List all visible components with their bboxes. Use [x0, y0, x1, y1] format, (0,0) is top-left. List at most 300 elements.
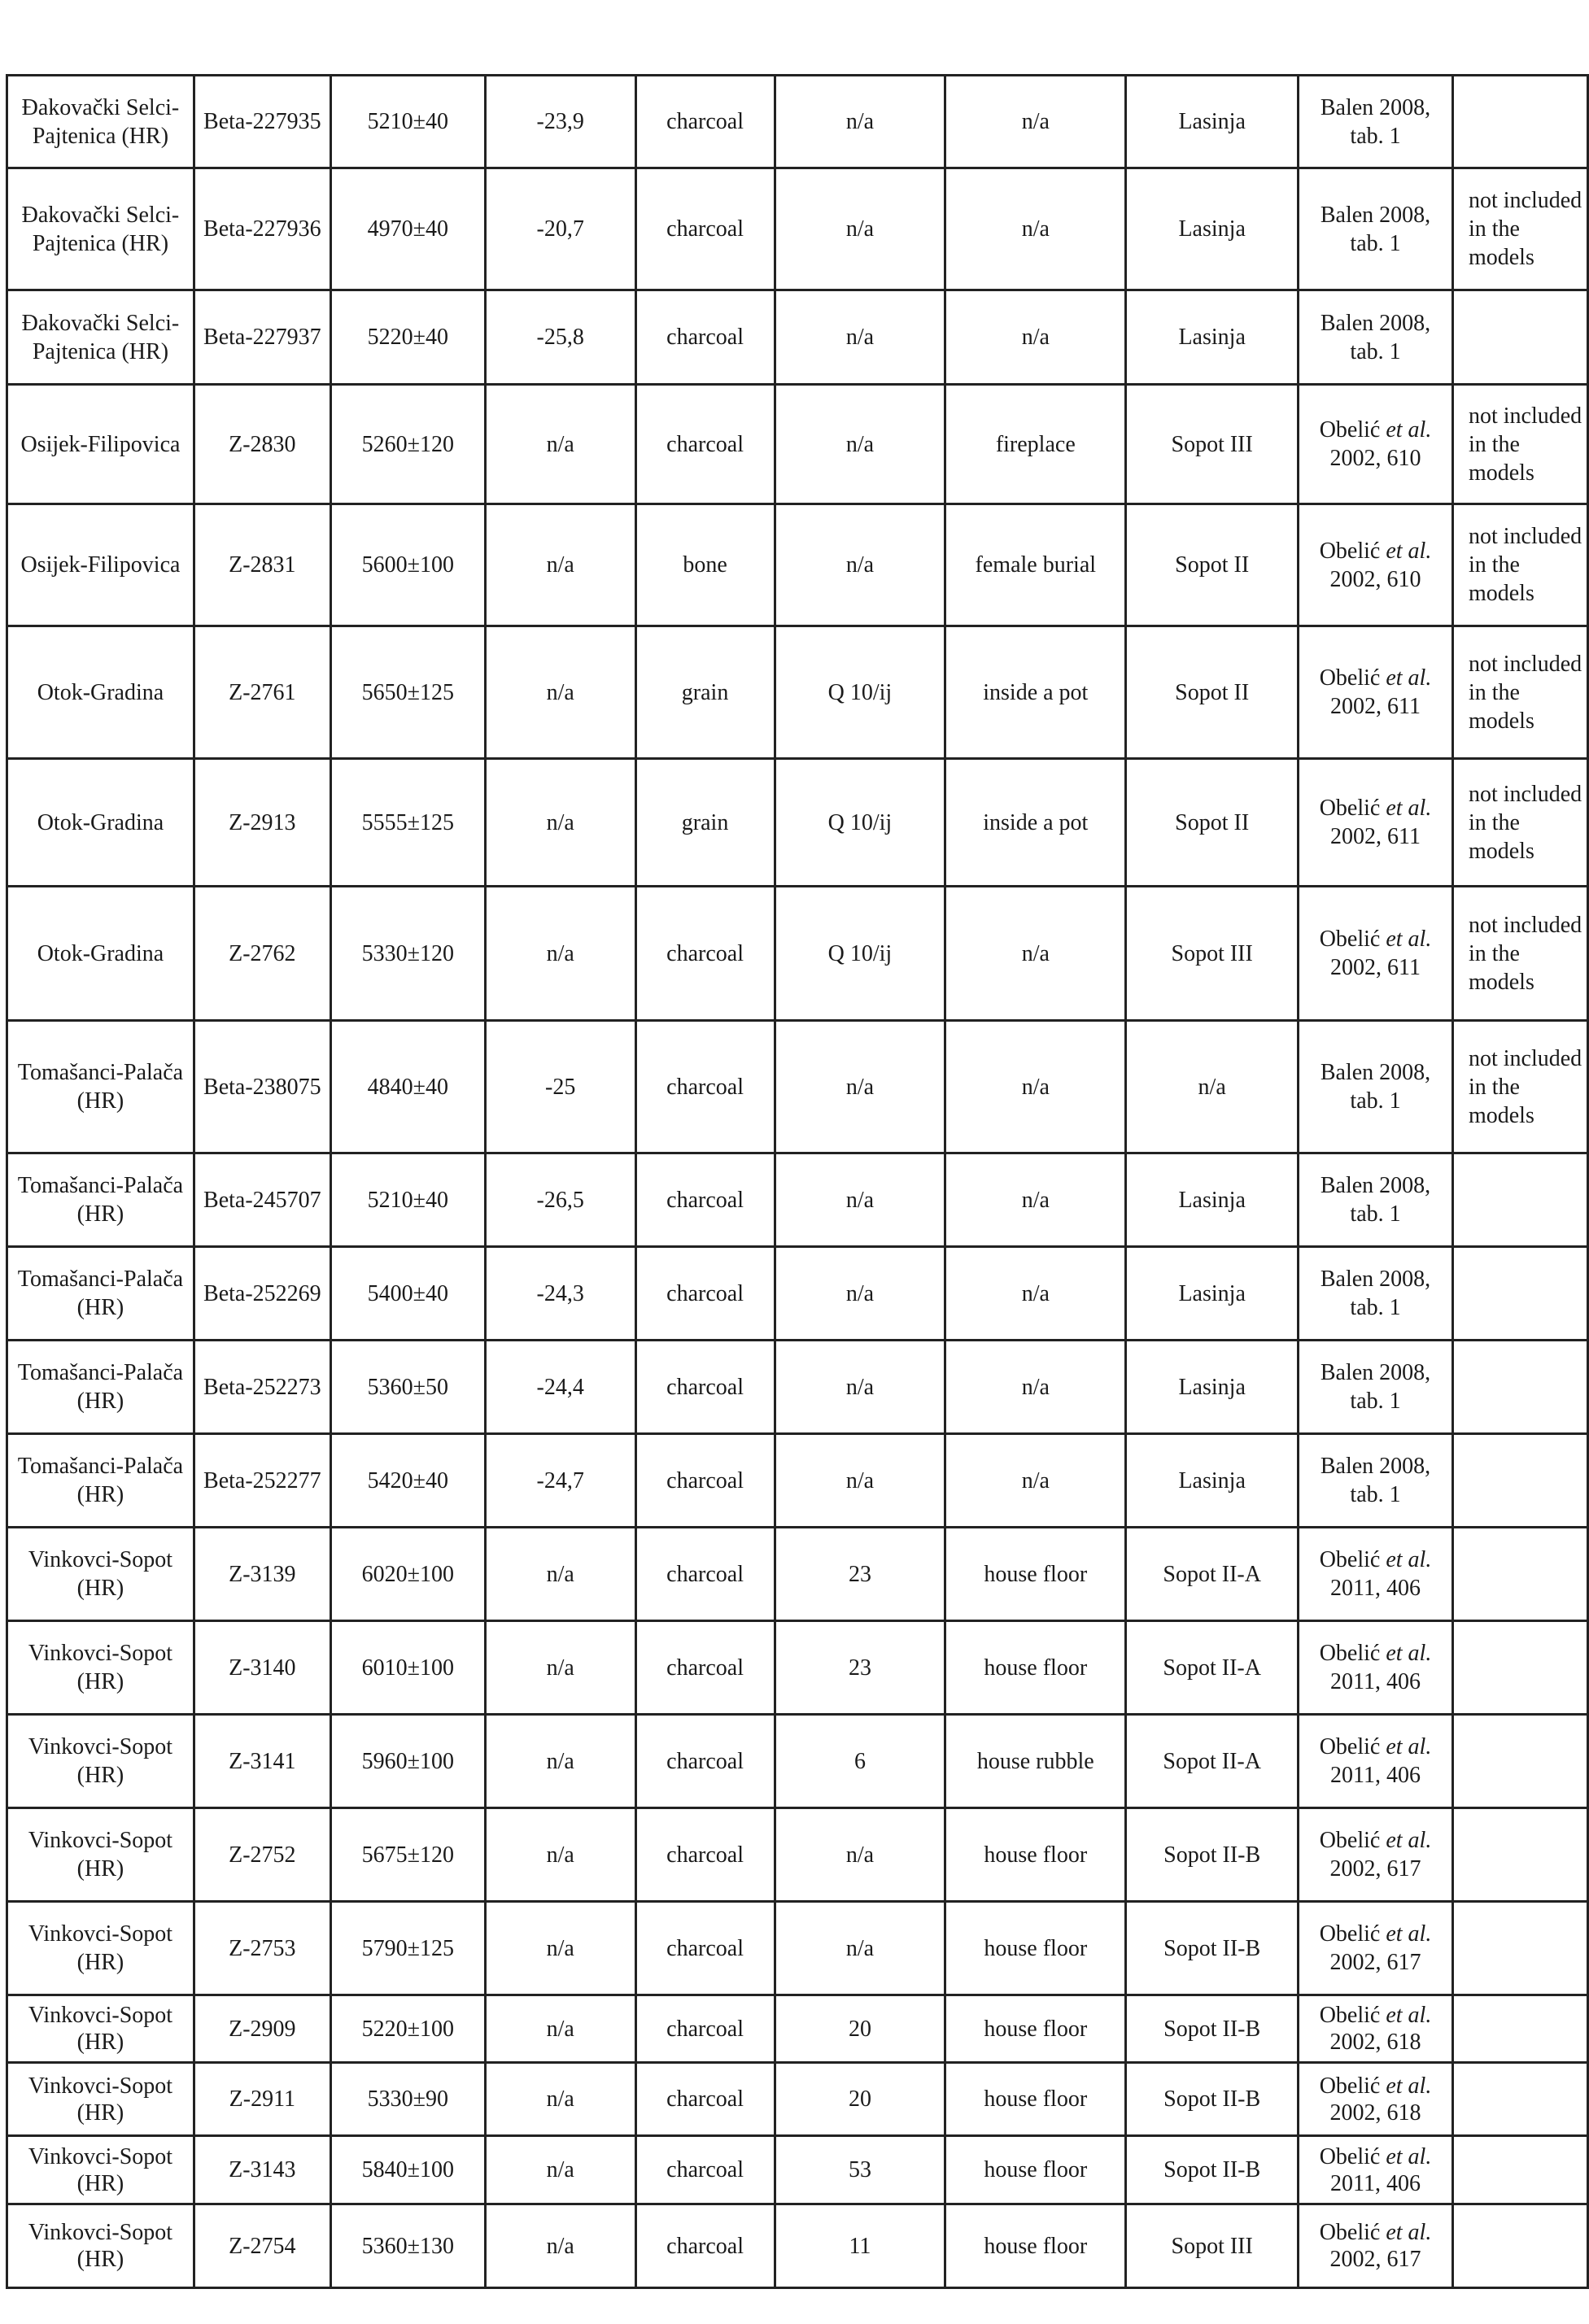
cell-reference: [1299, 1434, 1453, 1528]
reference-author: Obelić: [1319, 1921, 1386, 1947]
reference-author: Obelić: [1319, 2073, 1386, 2099]
cell-note: [1452, 1341, 1587, 1434]
cell-context: 53: [775, 2136, 945, 2204]
cell-lab-code: Z-2762: [194, 887, 330, 1021]
cell-culture: Sopot II: [1126, 759, 1299, 887]
cell-culture: Sopot II-B: [1126, 2063, 1299, 2136]
reference-author: Balen 2008,: [1320, 1173, 1431, 1198]
table-row: [7, 1434, 1588, 1528]
cell-context: 20: [775, 1995, 945, 2063]
cell-culture: Lasinja: [1126, 290, 1299, 385]
table-row: [7, 1995, 1588, 2063]
cell-note: [1452, 1995, 1587, 2063]
reference-etal: et al.: [1386, 538, 1432, 564]
cell-feature: n/a: [945, 1341, 1126, 1434]
cell-context: 23: [775, 1621, 945, 1715]
cell-material: charcoal: [635, 1808, 775, 1902]
cell-reference: [1299, 1021, 1453, 1153]
cell-bp-date: 5420±40: [330, 1434, 485, 1528]
reference-page: tab. 1: [1350, 1088, 1401, 1114]
cell-feature: house floor: [945, 2063, 1126, 2136]
cell-site: Vinkovci-Sopot (HR): [7, 2136, 194, 2204]
cell-bp-date: 5555±125: [330, 759, 485, 887]
reference-page: tab. 1: [1350, 1201, 1401, 1227]
table-row: [7, 1153, 1588, 1247]
cell-lab-code: Z-3140: [194, 1621, 330, 1715]
cell-material: grain: [635, 626, 775, 759]
reference-page: 2002, 617: [1329, 2247, 1421, 2272]
cell-delta-13c: n/a: [485, 1621, 635, 1715]
cell-note: not included in the models: [1452, 385, 1587, 504]
cell-reference: [1299, 1341, 1453, 1434]
cell-material: charcoal: [635, 1715, 775, 1808]
cell-lab-code: Beta-227935: [194, 76, 330, 168]
cell-context: n/a: [775, 1153, 945, 1247]
cell-note: not included in the models: [1452, 887, 1587, 1021]
cell-lab-code: Z-2753: [194, 1902, 330, 1995]
cell-material: charcoal: [635, 1247, 775, 1341]
cell-context: n/a: [775, 1808, 945, 1902]
cell-note: [1452, 1902, 1587, 1995]
reference-page: 2002, 610: [1329, 566, 1421, 592]
table-body: [7, 76, 1588, 2288]
cell-material: charcoal: [635, 1621, 775, 1715]
table-row: [7, 1021, 1588, 1153]
cell-feature: fireplace: [945, 385, 1126, 504]
cell-material: charcoal: [635, 887, 775, 1021]
cell-feature: n/a: [945, 290, 1126, 385]
cell-site: Otok-Gradina: [7, 759, 194, 887]
cell-bp-date: 5600±100: [330, 504, 485, 626]
cell-lab-code: Z-2830: [194, 385, 330, 504]
reference-etal: et al.: [1386, 1734, 1432, 1759]
cell-site: Otok-Gradina: [7, 626, 194, 759]
cell-culture: Sopot II-B: [1126, 1995, 1299, 2063]
cell-lab-code: Z-3143: [194, 2136, 330, 2204]
reference-page: tab. 1: [1350, 338, 1401, 364]
cell-material: charcoal: [635, 1902, 775, 1995]
cell-site: Vinkovci-Sopot (HR): [7, 2204, 194, 2288]
reference-author: Obelić: [1319, 1734, 1386, 1759]
cell-bp-date: 5790±125: [330, 1902, 485, 1995]
cell-delta-13c: n/a: [485, 1995, 635, 2063]
reference-page: 2011, 406: [1330, 1669, 1421, 1694]
cell-bp-date: 5260±120: [330, 385, 485, 504]
cell-feature: n/a: [945, 1021, 1126, 1153]
cell-material: charcoal: [635, 2136, 775, 2204]
cell-material: charcoal: [635, 76, 775, 168]
cell-reference: [1299, 385, 1453, 504]
cell-delta-13c: -20,7: [485, 168, 635, 290]
reference-author: Obelić: [1319, 2003, 1386, 2028]
cell-feature: n/a: [945, 1153, 1126, 1247]
table-row: [7, 385, 1588, 504]
table-row: [7, 290, 1588, 385]
cell-reference: [1299, 887, 1453, 1021]
cell-site: Vinkovci-Sopot (HR): [7, 1902, 194, 1995]
cell-delta-13c: n/a: [485, 2204, 635, 2288]
reference-author: Obelić: [1319, 1828, 1386, 1853]
cell-delta-13c: n/a: [485, 1528, 635, 1621]
cell-site: Osijek-Filipovica: [7, 504, 194, 626]
cell-site: Đakovački Selci-Pajtenica (HR): [7, 76, 194, 168]
cell-reference: [1299, 1715, 1453, 1808]
cell-note: not included in the models: [1452, 1021, 1587, 1153]
reference-etal: et al.: [1386, 2003, 1432, 2028]
cell-delta-13c: -25,8: [485, 290, 635, 385]
cell-note: not included in the models: [1452, 759, 1587, 887]
reference-author: Obelić: [1319, 1641, 1386, 1666]
cell-delta-13c: n/a: [485, 759, 635, 887]
cell-bp-date: 5210±40: [330, 1153, 485, 1247]
cell-lab-code: Z-2911: [194, 2063, 330, 2136]
cell-context: Q 10/ij: [775, 887, 945, 1021]
cell-note: [1452, 2063, 1587, 2136]
reference-page: 2011, 406: [1330, 2170, 1421, 2196]
cell-culture: Sopot III: [1126, 887, 1299, 1021]
cell-delta-13c: -24,4: [485, 1341, 635, 1434]
cell-culture: Sopot II-A: [1126, 1715, 1299, 1808]
cell-bp-date: 4970±40: [330, 168, 485, 290]
cell-material: charcoal: [635, 1995, 775, 2063]
cell-site: Vinkovci-Sopot (HR): [7, 1528, 194, 1621]
cell-material: charcoal: [635, 385, 775, 504]
cell-lab-code: Beta-227937: [194, 290, 330, 385]
reference-page: tab. 1: [1350, 1482, 1401, 1507]
cell-feature: n/a: [945, 1434, 1126, 1528]
cell-lab-code: Z-2761: [194, 626, 330, 759]
cell-feature: n/a: [945, 168, 1126, 290]
table-row: [7, 759, 1588, 887]
cell-context: Q 10/ij: [775, 626, 945, 759]
cell-bp-date: 6010±100: [330, 1621, 485, 1715]
cell-culture: Lasinja: [1126, 1434, 1299, 1528]
cell-note: not included in the models: [1452, 504, 1587, 626]
cell-context: 11: [775, 2204, 945, 2288]
cell-delta-13c: n/a: [485, 504, 635, 626]
reference-author: Balen 2008,: [1320, 310, 1431, 336]
cell-culture: Lasinja: [1126, 76, 1299, 168]
cell-note: [1452, 1528, 1587, 1621]
cell-context: n/a: [775, 168, 945, 290]
cell-lab-code: Beta-252277: [194, 1434, 330, 1528]
reference-author: Balen 2008,: [1320, 1360, 1431, 1385]
table-row: [7, 887, 1588, 1021]
reference-etal: et al.: [1386, 2220, 1432, 2245]
cell-culture: Sopot II-B: [1126, 1902, 1299, 1995]
cell-culture: Lasinja: [1126, 1341, 1299, 1434]
cell-culture: Sopot II: [1126, 504, 1299, 626]
reference-author: Obelić: [1319, 417, 1386, 443]
reference-author: Obelić: [1319, 538, 1386, 564]
reference-author: Balen 2008,: [1320, 1060, 1431, 1085]
cell-culture: Lasinja: [1126, 168, 1299, 290]
reference-page: 2002, 617: [1329, 1856, 1421, 1881]
cell-bp-date: 5400±40: [330, 1247, 485, 1341]
cell-delta-13c: n/a: [485, 2063, 635, 2136]
cell-context: n/a: [775, 1434, 945, 1528]
cell-bp-date: 5960±100: [330, 1715, 485, 1808]
cell-culture: Sopot II-A: [1126, 1528, 1299, 1621]
table-row: [7, 2204, 1588, 2288]
cell-delta-13c: n/a: [485, 1715, 635, 1808]
cell-site: Osijek-Filipovica: [7, 385, 194, 504]
cell-culture: Sopot II-A: [1126, 1621, 1299, 1715]
cell-delta-13c: -24,7: [485, 1434, 635, 1528]
table-row: [7, 504, 1588, 626]
cell-delta-13c: n/a: [485, 626, 635, 759]
reference-author: Obelić: [1319, 2143, 1386, 2169]
cell-lab-code: Z-2752: [194, 1808, 330, 1902]
cell-context: 6: [775, 1715, 945, 1808]
reference-author: Obelić: [1319, 796, 1386, 821]
cell-feature: n/a: [945, 76, 1126, 168]
cell-lab-code: Z-2913: [194, 759, 330, 887]
cell-lab-code: Beta-238075: [194, 1021, 330, 1153]
reference-page: 2011, 406: [1330, 1576, 1421, 1601]
table-row: [7, 2063, 1588, 2136]
cell-material: charcoal: [635, 1528, 775, 1621]
radiocarbon-dates-table: [6, 74, 1589, 2289]
reference-etal: et al.: [1386, 417, 1432, 443]
cell-delta-13c: -26,5: [485, 1153, 635, 1247]
cell-feature: house floor: [945, 2204, 1126, 2288]
reference-page: 2002, 618: [1329, 2030, 1421, 2055]
reference-page: 2002, 618: [1329, 2099, 1421, 2126]
reference-author: Obelić: [1319, 665, 1386, 691]
table-row: [7, 1341, 1588, 1434]
reference-page: 2011, 406: [1330, 1763, 1421, 1788]
cell-feature: house floor: [945, 2136, 1126, 2204]
reference-etal: et al.: [1386, 1921, 1432, 1947]
cell-material: charcoal: [635, 1021, 775, 1153]
cell-culture: Sopot II-B: [1126, 1808, 1299, 1902]
cell-site: Vinkovci-Sopot (HR): [7, 1995, 194, 2063]
cell-bp-date: 5220±100: [330, 1995, 485, 2063]
cell-feature: house floor: [945, 1902, 1126, 1995]
cell-feature: inside a pot: [945, 626, 1126, 759]
cell-note: [1452, 1715, 1587, 1808]
cell-reference: [1299, 1247, 1453, 1341]
reference-author: Obelić: [1319, 927, 1386, 952]
reference-author: Balen 2008,: [1320, 1267, 1431, 1292]
cell-lab-code: Beta-245707: [194, 1153, 330, 1247]
cell-material: charcoal: [635, 1341, 775, 1434]
table-row: [7, 1902, 1588, 1995]
cell-context: n/a: [775, 1021, 945, 1153]
reference-page: 2002, 610: [1329, 446, 1421, 471]
reference-etal: et al.: [1386, 2073, 1432, 2099]
reference-author: Balen 2008,: [1320, 1454, 1431, 1479]
cell-bp-date: 5675±120: [330, 1808, 485, 1902]
cell-site: Vinkovci-Sopot (HR): [7, 1808, 194, 1902]
cell-delta-13c: n/a: [485, 2136, 635, 2204]
cell-lab-code: Z-2909: [194, 1995, 330, 2063]
cell-site: Vinkovci-Sopot (HR): [7, 1621, 194, 1715]
reference-etal: et al.: [1386, 2143, 1432, 2169]
cell-note: [1452, 2136, 1587, 2204]
reference-etal: et al.: [1386, 927, 1432, 952]
cell-delta-13c: n/a: [485, 1902, 635, 1995]
cell-context: n/a: [775, 76, 945, 168]
cell-feature: inside a pot: [945, 759, 1126, 887]
cell-bp-date: 5210±40: [330, 76, 485, 168]
cell-site: Tomašanci-Palača (HR): [7, 1247, 194, 1341]
cell-reference: [1299, 2136, 1453, 2204]
cell-delta-13c: n/a: [485, 887, 635, 1021]
cell-culture: n/a: [1126, 1021, 1299, 1153]
cell-note: not included in the models: [1452, 626, 1587, 759]
table-row: [7, 1247, 1588, 1341]
cell-site: Vinkovci-Sopot (HR): [7, 2063, 194, 2136]
reference-page: 2002, 611: [1330, 694, 1421, 719]
cell-note: [1452, 1434, 1587, 1528]
cell-material: bone: [635, 504, 775, 626]
cell-material: charcoal: [635, 1434, 775, 1528]
reference-page: tab. 1: [1350, 230, 1401, 256]
cell-reference: [1299, 504, 1453, 626]
table-row: [7, 1528, 1588, 1621]
cell-bp-date: 5330±120: [330, 887, 485, 1021]
cell-note: [1452, 1808, 1587, 1902]
cell-culture: Sopot III: [1126, 2204, 1299, 2288]
cell-site: Đakovački Selci-Pajtenica (HR): [7, 168, 194, 290]
cell-material: charcoal: [635, 2063, 775, 2136]
cell-material: grain: [635, 759, 775, 887]
cell-site: Tomašanci-Palača (HR): [7, 1153, 194, 1247]
cell-bp-date: 4840±40: [330, 1021, 485, 1153]
cell-note: [1452, 290, 1587, 385]
cell-reference: [1299, 1902, 1453, 1995]
table-row: [7, 76, 1588, 168]
cell-delta-13c: -25: [485, 1021, 635, 1153]
cell-culture: Sopot II-B: [1126, 2136, 1299, 2204]
cell-reference: [1299, 76, 1453, 168]
cell-site: Tomašanci-Palača (HR): [7, 1341, 194, 1434]
cell-note: [1452, 2204, 1587, 2288]
cell-feature: house floor: [945, 1621, 1126, 1715]
cell-reference: [1299, 759, 1453, 887]
cell-note: [1452, 1247, 1587, 1341]
reference-etal: et al.: [1386, 1547, 1432, 1572]
cell-delta-13c: -24,3: [485, 1247, 635, 1341]
table-row: [7, 626, 1588, 759]
cell-site: Otok-Gradina: [7, 887, 194, 1021]
cell-reference: [1299, 626, 1453, 759]
cell-context: n/a: [775, 290, 945, 385]
cell-material: charcoal: [635, 168, 775, 290]
cell-delta-13c: -23,9: [485, 76, 635, 168]
reference-page: 2002, 611: [1330, 824, 1421, 849]
cell-context: n/a: [775, 385, 945, 504]
cell-lab-code: Z-2754: [194, 2204, 330, 2288]
cell-bp-date: 6020±100: [330, 1528, 485, 1621]
cell-culture: Sopot II: [1126, 626, 1299, 759]
cell-note: [1452, 1153, 1587, 1247]
cell-context: n/a: [775, 1902, 945, 1995]
cell-feature: house floor: [945, 1995, 1126, 2063]
cell-context: n/a: [775, 1341, 945, 1434]
cell-culture: Lasinja: [1126, 1247, 1299, 1341]
cell-reference: [1299, 2204, 1453, 2288]
cell-reference: [1299, 168, 1453, 290]
cell-feature: house floor: [945, 1808, 1126, 1902]
cell-delta-13c: n/a: [485, 1808, 635, 1902]
cell-culture: Lasinja: [1126, 1153, 1299, 1247]
cell-reference: [1299, 1995, 1453, 2063]
cell-feature: n/a: [945, 887, 1126, 1021]
cell-site: Đakovački Selci-Pajtenica (HR): [7, 290, 194, 385]
cell-material: charcoal: [635, 290, 775, 385]
cell-context: Q 10/ij: [775, 759, 945, 887]
table-row: [7, 1621, 1588, 1715]
table-row: [7, 1715, 1588, 1808]
cell-site: Tomašanci-Palača (HR): [7, 1021, 194, 1153]
cell-lab-code: Beta-252273: [194, 1341, 330, 1434]
table-row: [7, 2136, 1588, 2204]
cell-delta-13c: n/a: [485, 385, 635, 504]
cell-lab-code: Beta-252269: [194, 1247, 330, 1341]
reference-etal: et al.: [1386, 665, 1432, 691]
cell-reference: [1299, 1808, 1453, 1902]
cell-site: Vinkovci-Sopot (HR): [7, 1715, 194, 1808]
cell-bp-date: 5840±100: [330, 2136, 485, 2204]
cell-context: 23: [775, 1528, 945, 1621]
reference-page: tab. 1: [1350, 123, 1401, 149]
cell-bp-date: 5330±90: [330, 2063, 485, 2136]
table-row: [7, 1808, 1588, 1902]
reference-page: tab. 1: [1350, 1389, 1401, 1414]
cell-context: n/a: [775, 1247, 945, 1341]
cell-reference: [1299, 1153, 1453, 1247]
cell-reference: [1299, 1528, 1453, 1621]
cell-site: Tomašanci-Palača (HR): [7, 1434, 194, 1528]
reference-author: Balen 2008,: [1320, 202, 1431, 228]
cell-bp-date: 5650±125: [330, 626, 485, 759]
cell-feature: n/a: [945, 1247, 1126, 1341]
cell-material: charcoal: [635, 2204, 775, 2288]
cell-reference: [1299, 1621, 1453, 1715]
cell-reference: [1299, 2063, 1453, 2136]
reference-author: Obelić: [1319, 2220, 1386, 2245]
cell-bp-date: 5220±40: [330, 290, 485, 385]
cell-context: 20: [775, 2063, 945, 2136]
reference-page: tab. 1: [1350, 1295, 1401, 1320]
cell-note: not included in the models: [1452, 168, 1587, 290]
reference-author: Obelić: [1319, 1547, 1386, 1572]
cell-bp-date: 5360±130: [330, 2204, 485, 2288]
cell-culture: Sopot III: [1126, 385, 1299, 504]
reference-page: 2002, 611: [1330, 955, 1421, 980]
cell-note: [1452, 76, 1587, 168]
cell-reference: [1299, 290, 1453, 385]
reference-etal: et al.: [1386, 1641, 1432, 1666]
reference-etal: et al.: [1386, 796, 1432, 821]
reference-page: 2002, 617: [1329, 1950, 1421, 1975]
reference-author: Balen 2008,: [1320, 94, 1431, 120]
cell-note: [1452, 1621, 1587, 1715]
cell-lab-code: Z-3141: [194, 1715, 330, 1808]
table-row: [7, 168, 1588, 290]
reference-etal: et al.: [1386, 1828, 1432, 1853]
cell-lab-code: Z-3139: [194, 1528, 330, 1621]
cell-lab-code: Z-2831: [194, 504, 330, 626]
cell-context: n/a: [775, 504, 945, 626]
cell-feature: house rubble: [945, 1715, 1126, 1808]
cell-material: charcoal: [635, 1153, 775, 1247]
cell-feature: house floor: [945, 1528, 1126, 1621]
cell-bp-date: 5360±50: [330, 1341, 485, 1434]
